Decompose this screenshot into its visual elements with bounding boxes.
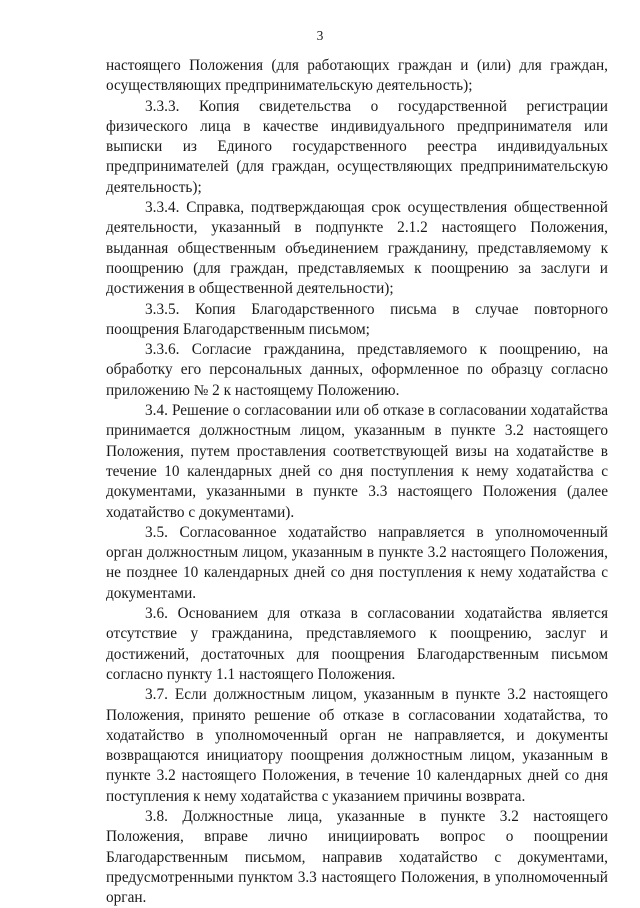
paragraph-3-7: 3.7. Если должностным лицом, указанным в пункте 3.2 настоящего Положения, принято решение об отказе в согласовании ходатайства, то ходатайство в уполномоченный орган не направляется, и документы возвращаются инициатору поощрения должностным лицом, указанным в пункте 3.2 настоящего Положения, в течение 10 календарных дней со дня поступления к нему ходатайства с указанием причины возврата. (106, 686, 608, 805)
paragraph-3-4: 3.4. Решение о согласовании или об отказе в согласовании ходатайства принимается должностным лицом, указанным в пункте 3.2 настоящего Положения, путем проставления соответствующей визы на ходатайстве в течение 10 календарных дней со дня поступления к нему ходатайства с документами, указанными в пункте 3.3 настоящего Положения (далее ходатайство с документами). (106, 402, 608, 521)
paragraph-3-3-5: 3.3.5. Копия Благодарственного письма в случае повторного поощрения Благодарственным письмом; (106, 300, 608, 338)
paragraph-continuation: настоящего Положения (для работающих граждан и (или) для граждан, осуществляющих предпринимательскую деятельность); (106, 57, 608, 95)
paragraph-3-3-4: 3.3.4. Справка, подтверждающая срок осуществления общественной деятельности, указанный в подпункте 2.1.2 настоящего Положения, выданная общественным объединением гражданину, представляемому к поощрению (для граждан, представляемых к поощрению за заслуги и достижения в общественной деятельности); (106, 199, 608, 298)
paragraph-3-5: 3.5. Согласованное ходатайство направляется в уполномоченный орган должностным лицом, указанным в пункте 3.2 настоящего Положения, не позднее 10 календарных дней со дня поступления к нему ходатайства с документами. (106, 523, 608, 602)
paragraph-3-3-3: 3.3.3. Копия свидетельства о государственной регистрации физического лица в качестве индивидуального предпринимателя или выписки из Единого государственного реестра индивидуальных предпринимателей (для граждан, осуществляющих предпринимательскую деятельность); (106, 97, 608, 196)
paragraph-3-3-6: 3.3.6. Согласие гражданина, представляемого к поощрению, на обработку его персональных данных, оформленное по образцу согласно приложению № 2 к настоящему Положению. (106, 341, 608, 399)
document-body (106, 56, 608, 908)
page-number: 3 (316, 28, 324, 43)
paragraph-3-6: 3.6. Основанием для отказа в согласовании ходатайства является отсутствие у гражданина, представляемого к поощрению, заслуг и достижений, достаточных для поощрения Благодарственным письмом согласно пункту 1.1 настоящего Положения. (106, 605, 608, 683)
paragraph-3-8: 3.8. Должностные лица, указанные в пункте 3.2 настоящего Положения, вправе лично инициировать вопрос о поощрении Благодарственным письмом, направив ходатайство с документами, предусмотренными пунктом 3.3 настоящего Положения, в уполномоченный орган. (106, 807, 608, 907)
